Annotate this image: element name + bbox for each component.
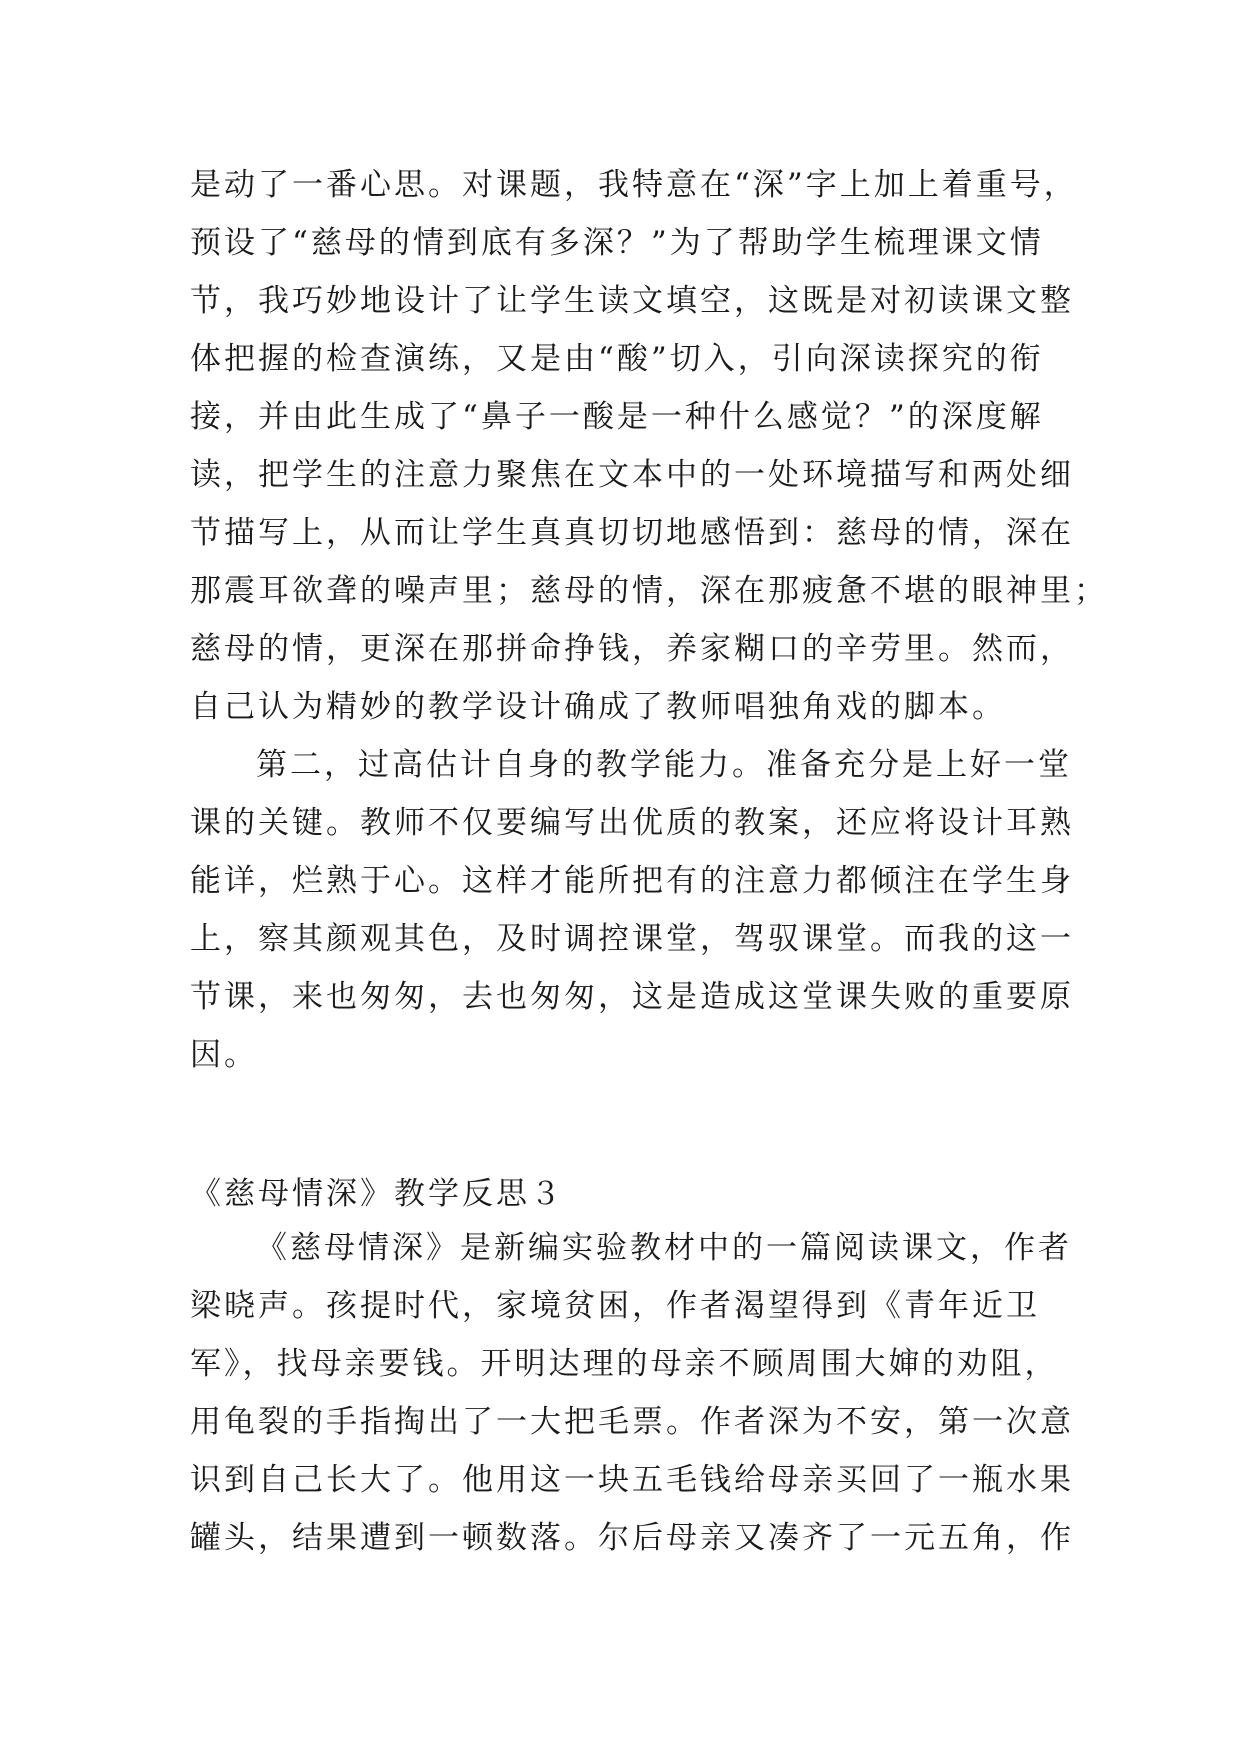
text-line: 体把握的检查演练，又是由“酸”切入，引向深读探究的衔 [190, 341, 1044, 377]
section-heading-text: 《慈母情深》教学反思３ [190, 1176, 564, 1212]
text-line: 自己认为精妙的教学设计确成了教师唱独角戏的脚本。 [190, 689, 1006, 725]
text-line: 罐头，结果遭到一顿数落。尔后母亲又凑齐了一元五角，作 [190, 1520, 1074, 1556]
text-line: 上，察其颜观其色，及时调控课堂，驾驭课堂。而我的这一 [190, 921, 1074, 957]
section-heading [190, 1165, 1070, 1223]
text-line: 那震耳欲聋的噪声里；慈母的情，深在那疲惫不堪的眼神里； [190, 573, 1108, 609]
text-line: 《慈母情深》是新编实验教材中的一篇阅读课文，作者 [256, 1230, 1072, 1266]
text-line: 是动了一番心思。对课题，我特意在“深”字上加上着重号， [190, 167, 1078, 203]
paragraph-continued [190, 156, 1108, 1084]
text-line: 接，并由此生成了“鼻子一酸是一种什么感觉？”的深度解 [190, 399, 1044, 435]
text-line: 课的关键。教师不仅要编写出优质的教案，还应将设计耳熟 [190, 805, 1074, 841]
text-line: 识到自己长大了。他用这一块五毛钱给母亲买回了一瓶水果 [190, 1462, 1074, 1498]
text-line: 预设了“慈母的情到底有多深？”为了帮助学生梳理课文情 [190, 225, 1044, 261]
text-line: 用龟裂的手指掏出了一大把毛票。作者深为不安，第一次意 [190, 1404, 1074, 1440]
text-line: 节描写上，从而让学生真真切切地感悟到：慈母的情，深在 [190, 515, 1074, 551]
text-line: 第二，过高估计自身的教学能力。准备充分是上好一堂 [256, 747, 1072, 783]
text-line: 因。 [190, 1037, 258, 1073]
text-line: 读，把学生的注意力聚焦在文本中的一处环境描写和两处细 [190, 457, 1074, 493]
paragraph-third [190, 1219, 1074, 1567]
text-line: 慈母的情，更深在那拼命挣钱，养家糊口的辛劳里。然而， [190, 631, 1074, 667]
text-line: 军》，找母亲要钱。开明达理的母亲不顾周围大婶的劝阻， [190, 1346, 1059, 1382]
text-line: 节课，来也匆匆，去也匆匆，这是造成这堂课失败的重要原 [190, 979, 1074, 1015]
text-line: 节，我巧妙地设计了让学生读文填空，这既是对初读课文整 [190, 283, 1074, 319]
text-line: 梁晓声。孩提时代，家境贫困，作者渴望得到《青年近卫 [190, 1288, 1040, 1324]
text-line: 能详，烂熟于心。这样才能所把有的注意力都倾注在学生身 [190, 863, 1074, 899]
